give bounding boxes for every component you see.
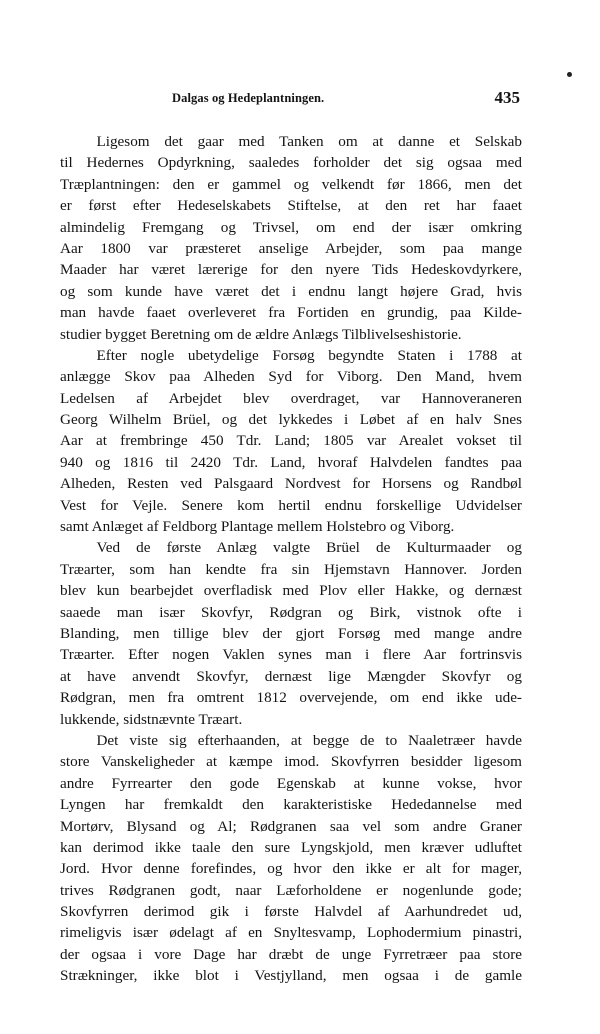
- page-number: 435: [494, 88, 520, 107]
- text-line: Jord. Hvor denne forefindes, og hvor den ikke er alt for mager,: [60, 860, 522, 878]
- text-line: Strækninger, ikke blot i Vestjylland, men ogsaa i de gamle: [60, 967, 522, 985]
- text-line: er først efter Hedeselskabets Stiftelse, at den ret har faaet: [60, 197, 522, 215]
- text-line: anlægge Skov paa Alheden Syd for Viborg. Den Mand, hvem: [60, 368, 522, 386]
- text-line: til Hedernes Opdyrkning, saaledes forholder det sig ogsaa med: [60, 154, 522, 172]
- text-line: og som kunde have været det i endnu langt højere Grad, hvis: [60, 282, 522, 300]
- text-line: andre Fyrrearter den gode Egenskab at kunne vokse, hvor: [60, 774, 522, 792]
- text-line: kan derimod ikke taale den sure Lyngskjold, men kræver udluftet: [60, 838, 522, 856]
- text-line: blev kun bearbejdet overfladisk med Plov eller Hakke, og dernæst: [60, 582, 522, 600]
- text-line: man havde faaet overleveret fra Fortiden en grundig, paa Kilde-: [60, 304, 522, 322]
- text-line: der ogsaa i vore Dage har dræbt de unge Fyrretræer paa store: [60, 945, 522, 963]
- text-line: samt Anlæget af Feldborg Plantage mellem Holstebro og Viborg.: [60, 518, 455, 536]
- text-line: store Vanskeligheder at kæmpe imod. Skovfyrren besidder ligesom: [60, 753, 522, 771]
- text-line: rimeligvis især ødelagt af en Snyltesvamp, Lophodermium pinastri,: [60, 924, 522, 942]
- text-line: Ledelsen af Arbejdet blev overdraget, var Hannoveraneren: [60, 389, 522, 407]
- text-line: Rødgran, men fra omtrent 1812 overvejende, om end ikke ude-: [60, 689, 522, 707]
- margin-speck: [567, 72, 572, 77]
- text-line: Det viste sig efterhaanden, at begge de to Naaletræer havde: [96, 731, 522, 749]
- text-line: Maader har været lærerige for den nyere Tids Hedeskovdyrkere,: [60, 261, 522, 279]
- text-line: Alheden, Resten ved Palsgaard Nordvest for Horsens og Randbøl: [60, 475, 522, 493]
- text-line: Træarter, som han kendte fra sin Hjemstavn Hannover. Jorden: [60, 560, 522, 578]
- text-line: Skovfyrren derimod gik i første Halvdel af Aarhundredet ud,: [60, 903, 522, 921]
- text-line: Vest for Vejle. Senere kom hertil endnu forskellige Udvidelser: [60, 496, 522, 514]
- text-line: Efter nogle ubetydelige Forsøg begyndte Staten i 1788 at: [96, 346, 522, 364]
- text-line: Træarter. Efter nogen Vaklen synes man i flere Aar fortrinsvis: [60, 646, 522, 664]
- text-line: Lyngen har fremkaldt den karakteristiske Hededannelse med: [60, 796, 522, 814]
- text-line: Ligesom det gaar med Tanken om at danne et Selskab: [96, 133, 522, 150]
- text-line: lukkende, sidstnævnte Træart.: [60, 710, 243, 728]
- body-text: [60, 131, 522, 987]
- text-line: saaede man især Skovfyr, Rødgran og Birk, vistnok ofte i: [60, 603, 522, 621]
- text-line: Georg Wilhelm Brüel, og det lykkedes i Løbet af en halv Snes: [60, 411, 522, 429]
- running-title: Dalgas og Hedeplantningen.: [172, 91, 325, 105]
- text-line: Mortørv, Blysand og Al; Rødgranen saa vel som andre Graner: [60, 817, 522, 835]
- text-line: Ved de første Anlæg valgte Brüel de Kulturmaader og: [96, 539, 522, 557]
- running-head: [62, 88, 520, 112]
- text-line: Blanding, men tillige blev der gjort Forsøg med mange andre: [60, 624, 522, 642]
- text-line: Aar at frembringe 450 Tdr. Land; 1805 var Arealet vokset til: [60, 432, 522, 450]
- text-line: studier bygget Beretning om de ældre Anlægs Tilblivelseshistorie.: [60, 325, 462, 343]
- text-line: Træplantningen: den er gammel og velkendt før 1866, men det: [60, 175, 522, 193]
- text-line: trives Rødgranen godt, naar Læforholdene er nogenlunde gode;: [60, 881, 522, 899]
- text-line: at have anvendt Skovfyr, dernæst lige Mængder Skovfyr og: [60, 667, 522, 685]
- text-line: 940 og 1816 til 2420 Tdr. Land, hvoraf Halvdelen fandtes paa: [60, 453, 522, 471]
- text-line: Aar 1800 var præsteret anselige Arbejder, som paa mange: [60, 239, 522, 257]
- text-line: almindelig Fremgang og Trivsel, om end der især omkring: [60, 218, 522, 236]
